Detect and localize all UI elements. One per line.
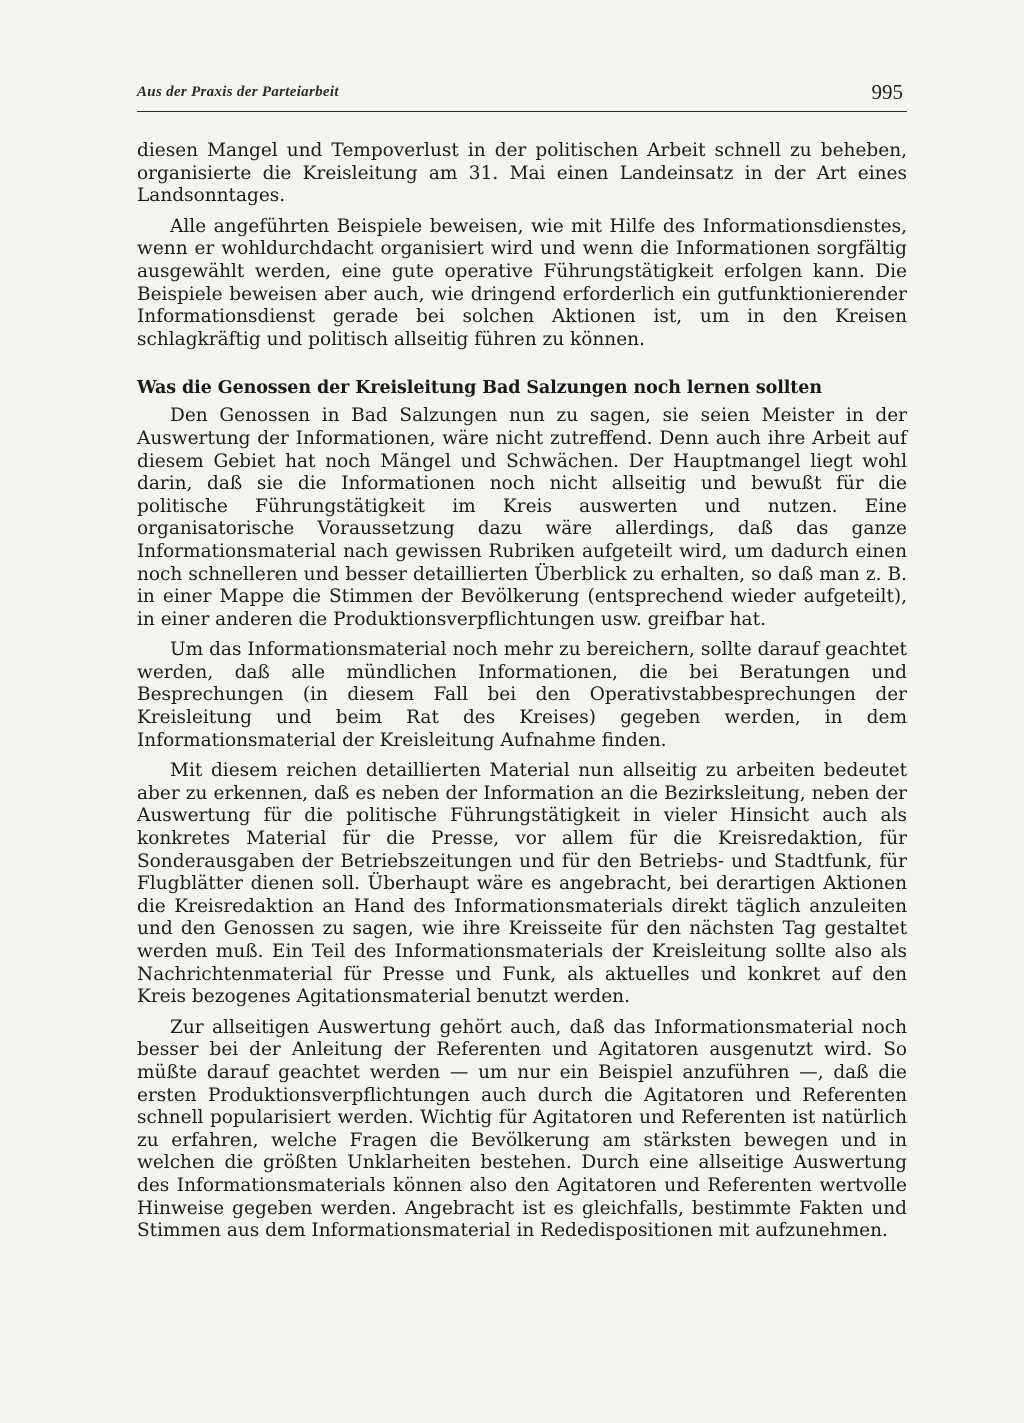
header-rule: [137, 111, 907, 112]
paragraph-3: Den Genossen in Bad Salzungen nun zu sagen, sie seien Meister in der Auswertung der Informationen, wäre nicht zutreffend. Denn auch ihre Arbeit auf diesem Gebiet hat noch Mängel und Schwächen. Der Hauptmangel liegt wohl darin, daß sie die Informationen noch nicht allseitig und bewußt für die politische Führungstätigkeit im Kreis auswerten und nutzen. Eine organisatorische Voraussetzung dazu wäre allerdings, daß das ganze Informationsmaterial nach gewissen Rubriken aufgeteilt wird, um dadurch einen noch schnelleren und besser detaillierten Überblick zu erhalten, so daß man z. B. in einer Mappe die Stimmen der Bevölkerung (entsprechend wieder aufgeteilt), in einer anderen die Produktionsverpflichtungen usw. greifbar hat.: [137, 405, 907, 630]
paragraph-5: Mit diesem reichen detaillierten Material nun allseitig zu arbeiten bedeutet aber zu erkennen, daß es neben der Information an die Bezirksleitung, neben der Auswertung für die politische Führungstätigkeit in vieler Hinsicht auch als konkretes Material für die Presse, vor allem für die Kreisredaktion, für Sonderausgaben der Betriebszeitungen und für den Betriebs- und Stadtfunk, für Flugblätter dienen soll. Überhaupt wäre es angebracht, bei derartigen Aktionen die Kreisredaktion an Hand des Informationsmaterials direkt täglich anzuleiten und den Genossen zu sagen, wie ihre Kreisseite für den nächsten Tag gestaltet werden muß. Ein Teil des Informationsmaterials der Kreisleitung sollte also als Nachrichtenmaterial für Presse und Funk, als aktuelles und konkret auf den Kreis bezogenes Agitationsmaterial benutzt werden.: [137, 760, 907, 1008]
running-header: [137, 80, 907, 112]
running-title: Aus der Praxis der Parteiarbeit: [137, 84, 339, 100]
paragraph-4: Um das Informationsmaterial noch mehr zu bereichern, sollte darauf geachtet werden, daß alle mündlichen Informationen, die bei Beratungen und Besprechungen (in diesem Fall bei den Operativstabbesprechungen der Kreisleitung und beim Rat des Kreises) gegeben werden, in dem Informationsmaterial der Kreisleitung Aufnahme finden.: [137, 639, 907, 751]
paragraph-2: Alle angeführten Beispiele beweisen, wie mit Hilfe des Informationsdienstes, wenn er wohldurchdacht organisiert wird und wenn die Informationen sorgfältig ausgewählt werden, eine gute operative Führungstätigkeit erfolgen kann. Die Beispiele beweisen aber auch, wie dringend erforderlich ein gutfunktionierender Informationsdienst gerade bei solchen Aktionen ist, um in den Kreisen schlagkräftig und politisch allseitig führen zu können.: [137, 215, 907, 350]
paragraph-6: Zur allseitigen Auswertung gehört auch, daß das Informationsmaterial noch besser bei der Anleitung der Referenten und Agitatoren ausgenutzt wird. So müßte darauf geachtet werden — um nur ein Beispiel anzuführen —, daß die ersten Produktionsverpflichtungen auch durch die Agitatoren und Referenten schnell popularisiert werden. Wichtig für Agitatoren und Referenten ist natürlich zu erfahren, welche Fragen die Bevölkerung am stärksten bewegen und in welchen die größten Unklarheiten bestehen. Durch eine allseitige Auswertung des Informationsmaterials können also den Agitatoren und Referenten wertvolle Hinweise gegeben werden. Angebracht ist es gleichfalls, bestimmte Fakten und Stimmen aus dem Informationsmaterial in Rededispositionen mit aufzunehmen.: [137, 1016, 907, 1242]
body-text: [137, 140, 907, 1243]
page-number: 995: [871, 80, 903, 104]
section-heading: Was die Genossen der Kreisleitung Bad Salzungen noch lernen sollten: [137, 378, 822, 399]
paragraph-1: diesen Mangel und Tempoverlust in der politischen Arbeit schnell zu beheben, organisierte die Kreisleitung am 31. Mai einen Landeinsatz in der Art eines Landsonntages.: [137, 140, 907, 207]
